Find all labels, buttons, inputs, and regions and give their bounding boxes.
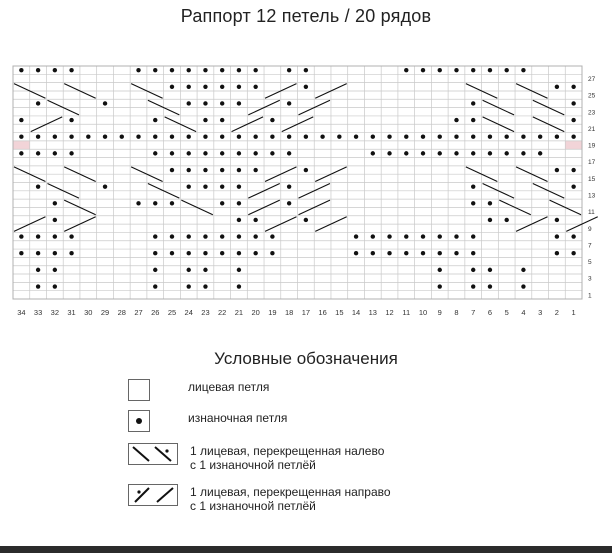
- purl-dot: [304, 218, 308, 222]
- legend-label-cross-right-line1: 1 лицевая, перекрещенная направо: [190, 485, 391, 499]
- highlight-cell: [13, 141, 30, 149]
- purl-dot: [287, 201, 291, 205]
- purl-dot: [237, 151, 241, 155]
- purl-dot: [237, 168, 241, 172]
- row-label: 23: [588, 109, 596, 117]
- purl-dot: [421, 135, 425, 139]
- purl-dot: [404, 135, 408, 139]
- purl-dot: [471, 184, 475, 188]
- purl-dot: [220, 184, 224, 188]
- purl-dot: [421, 251, 425, 255]
- purl-dot: [69, 118, 73, 122]
- purl-dot: [203, 68, 207, 72]
- cross-left-symbol: [128, 443, 178, 465]
- column-label: 34: [17, 308, 26, 317]
- purl-dot: [270, 118, 274, 122]
- purl-dot: [69, 251, 73, 255]
- legend-label-knit: лицевая петля: [188, 380, 270, 394]
- purl-dot: [488, 284, 492, 288]
- column-label: 17: [301, 308, 311, 317]
- purl-dot: [237, 85, 241, 89]
- purl-dot: [237, 234, 241, 238]
- purl-dot: [36, 268, 40, 272]
- column-label: 4: [521, 308, 526, 317]
- column-label: 18: [284, 308, 294, 317]
- purl-dot: [354, 234, 358, 238]
- purl-dot: [136, 201, 140, 205]
- purl-dot: [438, 68, 442, 72]
- purl-dot: [36, 284, 40, 288]
- purl-dot: [53, 284, 57, 288]
- purl-dot: [103, 101, 107, 105]
- purl-dot: [471, 234, 475, 238]
- purl-dot: [220, 234, 224, 238]
- purl-dot: [203, 85, 207, 89]
- legend-label-cross-left-line2: с 1 изнаночной петлёй: [190, 458, 316, 472]
- purl-dot: [136, 135, 140, 139]
- purl-dot: [220, 68, 224, 72]
- purl-dot: [304, 85, 308, 89]
- purl-dot: [237, 101, 241, 105]
- purl-dot: [253, 85, 257, 89]
- purl-dot: [454, 68, 458, 72]
- purl-dot: [371, 234, 375, 238]
- purl-dot: [19, 234, 23, 238]
- purl-dot: [538, 135, 542, 139]
- legend-label-purl: изнаночная петля: [188, 411, 288, 425]
- purl-dot: [471, 251, 475, 255]
- purl-dot: [36, 151, 40, 155]
- column-label: 2: [554, 308, 559, 317]
- row-label: 13: [588, 192, 596, 200]
- purl-dot: [36, 68, 40, 72]
- purl-dot: [555, 234, 559, 238]
- purl-dot: [36, 135, 40, 139]
- purl-dot: [187, 85, 191, 89]
- purl-dot: [220, 85, 224, 89]
- purl-dot: [454, 118, 458, 122]
- purl-dot: [170, 68, 174, 72]
- row-label: 17: [588, 159, 596, 167]
- purl-dot: [270, 151, 274, 155]
- purl-dot: [36, 184, 40, 188]
- purl-dot: [304, 68, 308, 72]
- purl-dot: [203, 268, 207, 272]
- column-label: 26: [151, 308, 160, 317]
- column-label: 3: [538, 308, 543, 317]
- purl-dot: [53, 234, 57, 238]
- purl-dot: [153, 201, 157, 205]
- purl-dot: [120, 135, 124, 139]
- purl-dot: [555, 85, 559, 89]
- purl-dot: [136, 68, 140, 72]
- purl-dot: [170, 168, 174, 172]
- purl-dot: [220, 118, 224, 122]
- row-label: 15: [588, 175, 596, 183]
- purl-dot: [371, 251, 375, 255]
- purl-dot: [404, 234, 408, 238]
- legend-label-cross-left-line1: 1 лицевая, перекрещенная налево: [190, 444, 385, 458]
- purl-dot: [521, 151, 525, 155]
- purl-dot: [253, 234, 257, 238]
- column-label: 8: [454, 308, 459, 317]
- purl-dot: [354, 135, 358, 139]
- purl-dot: [237, 68, 241, 72]
- purl-dot: [203, 284, 207, 288]
- column-label: 7: [471, 308, 476, 317]
- row-label: 3: [588, 275, 592, 283]
- purl-dot: [69, 68, 73, 72]
- purl-dot: [538, 151, 542, 155]
- purl-dot: [287, 101, 291, 105]
- purl-dot: [320, 135, 324, 139]
- purl-dot: [270, 251, 274, 255]
- column-label: 20: [251, 308, 260, 317]
- purl-dot: [69, 234, 73, 238]
- purl-dot: [304, 135, 308, 139]
- column-label: 27: [134, 308, 143, 317]
- row-label: 9: [588, 225, 592, 233]
- row-label: 27: [588, 75, 596, 83]
- purl-dot: [53, 135, 57, 139]
- purl-dot: [287, 184, 291, 188]
- purl-dot: [471, 284, 475, 288]
- purl-dot: [287, 68, 291, 72]
- column-label: 1: [571, 308, 576, 317]
- purl-dot: [571, 234, 575, 238]
- purl-dot: [454, 251, 458, 255]
- row-label: 5: [588, 259, 592, 267]
- purl-dot: [571, 118, 575, 122]
- chart-title: Раппорт 12 петель / 20 рядов: [180, 6, 432, 26]
- purl-dot: [571, 85, 575, 89]
- purl-dot: [19, 68, 23, 72]
- purl-dot: [287, 135, 291, 139]
- purl-dot: [488, 68, 492, 72]
- purl-dot: [488, 218, 492, 222]
- purl-dot: [253, 218, 257, 222]
- purl-dot: [521, 268, 525, 272]
- purl-dot: [153, 284, 157, 288]
- column-label: 9: [437, 308, 442, 317]
- row-label: 21: [588, 125, 596, 133]
- purl-dot: [187, 135, 191, 139]
- purl-dot: [203, 184, 207, 188]
- knit-stitch-symbol: [128, 379, 150, 401]
- purl-dot: [203, 151, 207, 155]
- purl-dot: [203, 118, 207, 122]
- purl-dot: [153, 68, 157, 72]
- column-label: 25: [167, 308, 177, 317]
- highlight-cell: [565, 141, 582, 149]
- purl-dot: [471, 118, 475, 122]
- row-label: 25: [588, 92, 596, 100]
- purl-dot: [220, 101, 224, 105]
- purl-dot: [253, 135, 257, 139]
- purl-dot: [237, 201, 241, 205]
- purl-dot: [170, 135, 174, 139]
- purl-dot: [404, 68, 408, 72]
- purl-dot: [571, 135, 575, 139]
- purl-dot: [304, 168, 308, 172]
- purl-dot: [237, 284, 241, 288]
- purl-dot: [504, 135, 508, 139]
- column-label: 11: [402, 308, 411, 317]
- purl-dot: [454, 151, 458, 155]
- purl-dot: [170, 151, 174, 155]
- column-label: 28: [117, 308, 126, 317]
- row-label: 7: [588, 242, 592, 250]
- purl-dot: [438, 151, 442, 155]
- purl-dot: [220, 168, 224, 172]
- purl-dot: [187, 168, 191, 172]
- purl-dot: [187, 251, 191, 255]
- purl-dot: [438, 251, 442, 255]
- purl-dot: [170, 251, 174, 255]
- purl-dot: [387, 151, 391, 155]
- purl-dot: [471, 151, 475, 155]
- purl-dot: [404, 151, 408, 155]
- purl-dot: [555, 218, 559, 222]
- purl-dot: [471, 68, 475, 72]
- column-label: 13: [368, 308, 377, 317]
- purl-dot: [404, 251, 408, 255]
- purl-dot: [187, 151, 191, 155]
- purl-dot: [170, 85, 174, 89]
- purl-stitch-symbol: [128, 410, 150, 432]
- column-label: 19: [268, 308, 277, 317]
- purl-dot: [187, 101, 191, 105]
- purl-dot: [153, 118, 157, 122]
- purl-dot: [203, 135, 207, 139]
- purl-dot: [488, 151, 492, 155]
- purl-dot: [187, 234, 191, 238]
- column-label: 31: [67, 308, 76, 317]
- purl-dot: [253, 68, 257, 72]
- purl-dot: [153, 268, 157, 272]
- purl-dot: [53, 218, 57, 222]
- purl-dot: [220, 251, 224, 255]
- column-label: 16: [318, 308, 327, 317]
- column-label: 29: [100, 308, 110, 317]
- purl-dot: [253, 251, 257, 255]
- purl-dot: [454, 234, 458, 238]
- purl-dot: [237, 218, 241, 222]
- purl-dot: [521, 68, 525, 72]
- legend-label-cross-right: [190, 485, 391, 513]
- row-label: 19: [588, 142, 596, 150]
- purl-dot: [53, 201, 57, 205]
- purl-dot: [170, 234, 174, 238]
- purl-dot: [571, 251, 575, 255]
- purl-dot: [488, 135, 492, 139]
- purl-dot: [153, 135, 157, 139]
- column-label: 12: [385, 308, 394, 317]
- purl-dot: [153, 251, 157, 255]
- purl-dot: [187, 68, 191, 72]
- purl-dot: [69, 135, 73, 139]
- purl-dot: [454, 135, 458, 139]
- purl-dot: [53, 251, 57, 255]
- column-label: 21: [234, 308, 244, 317]
- purl-dot: [504, 151, 508, 155]
- purl-dot: [571, 168, 575, 172]
- purl-dot: [555, 135, 559, 139]
- purl-dot: [187, 284, 191, 288]
- purl-dot: [471, 268, 475, 272]
- purl-dot: [237, 135, 241, 139]
- purl-dot: [438, 284, 442, 288]
- purl-dot: [36, 101, 40, 105]
- purl-dot: [253, 168, 257, 172]
- purl-dot: [153, 151, 157, 155]
- purl-dot: [571, 184, 575, 188]
- purl-dot: [203, 101, 207, 105]
- column-label: 5: [504, 308, 509, 317]
- legend-title: Условные обозначения: [214, 349, 398, 368]
- purl-dot: [103, 184, 107, 188]
- purl-dot: [86, 135, 90, 139]
- legend-label-cross-right-line2: с 1 изнаночной петлёй: [190, 499, 316, 513]
- row-label: 1: [588, 292, 592, 300]
- purl-dot: [555, 251, 559, 255]
- purl-dot: [521, 135, 525, 139]
- purl-dot: [371, 151, 375, 155]
- purl-dot: [19, 135, 23, 139]
- column-label: 32: [50, 308, 60, 317]
- column-label: 30: [84, 308, 93, 317]
- purl-dot: [421, 151, 425, 155]
- purl-dot: [504, 68, 508, 72]
- purl-dot: [270, 234, 274, 238]
- column-label: 22: [218, 308, 227, 317]
- column-label: 24: [184, 308, 193, 317]
- purl-dot: [504, 218, 508, 222]
- purl-dot: [354, 251, 358, 255]
- purl-dot: [103, 135, 107, 139]
- purl-dot: [237, 268, 241, 272]
- purl-dot: [371, 135, 375, 139]
- purl-dot: [19, 251, 23, 255]
- purl-dot: [421, 234, 425, 238]
- purl-dot: [287, 151, 291, 155]
- purl-dot: [187, 184, 191, 188]
- purl-dot: [220, 201, 224, 205]
- purl-dot: [555, 168, 559, 172]
- purl-dot: [237, 251, 241, 255]
- purl-dot: [170, 201, 174, 205]
- purl-dot: [237, 184, 241, 188]
- column-label: 33: [33, 308, 43, 317]
- purl-dot: [387, 135, 391, 139]
- purl-dot: [438, 135, 442, 139]
- purl-dot: [53, 268, 57, 272]
- legend-label-cross-left: [190, 444, 384, 472]
- column-label: 10: [418, 308, 428, 317]
- bottom-bar: [0, 546, 612, 553]
- purl-dot: [36, 234, 40, 238]
- purl-dot: [488, 268, 492, 272]
- cross-right-symbol: [128, 484, 178, 506]
- purl-dot: [19, 118, 23, 122]
- purl-dot: [53, 151, 57, 155]
- purl-dot: [203, 168, 207, 172]
- purl-dot: [270, 135, 274, 139]
- purl-dot: [471, 135, 475, 139]
- purl-dot: [203, 234, 207, 238]
- purl-dot: [521, 284, 525, 288]
- row-label: 11: [588, 209, 595, 217]
- purl-dot: [488, 201, 492, 205]
- purl-dot: [203, 251, 207, 255]
- purl-dot: [220, 135, 224, 139]
- purl-dot: [69, 151, 73, 155]
- purl-dot: [387, 251, 391, 255]
- purl-dot: [438, 268, 442, 272]
- purl-dot: [53, 68, 57, 72]
- column-label: 14: [351, 308, 361, 317]
- column-label: 6: [487, 308, 493, 317]
- purl-dot: [571, 101, 575, 105]
- column-label: 23: [201, 308, 210, 317]
- column-label: 15: [335, 308, 344, 317]
- purl-dot: [387, 234, 391, 238]
- purl-dot: [438, 234, 442, 238]
- purl-dot: [471, 201, 475, 205]
- purl-dot: [36, 251, 40, 255]
- purl-dot: [153, 234, 157, 238]
- purl-dot: [19, 151, 23, 155]
- purl-dot: [253, 151, 257, 155]
- purl-dot: [471, 101, 475, 105]
- purl-dot: [337, 135, 341, 139]
- purl-dot: [187, 268, 191, 272]
- purl-dot: [421, 68, 425, 72]
- purl-dot: [220, 151, 224, 155]
